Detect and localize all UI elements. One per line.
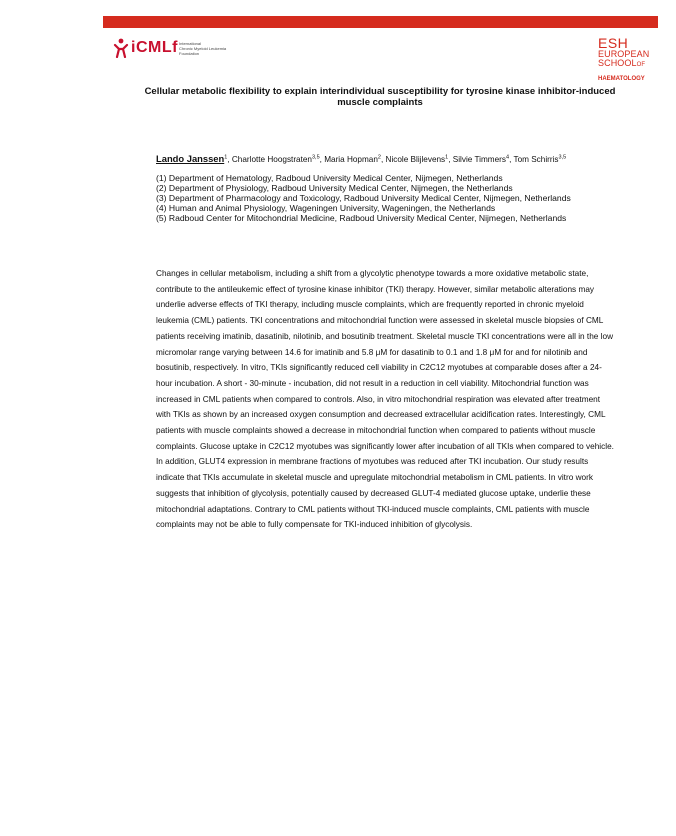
- affiliation-item: (2) Department of Physiology, Radboud University Medical Center, Nijmegen, the Netherlands: [156, 183, 513, 193]
- author-list: Lando Janssen$^1$, Charlotte Hoogstraten$^{3,5}$, Maria Hopman$^2$, Nicole Blijlevens$^1$, Silvie Timmers$^4$, Tom Schirris$^{3,5}$: [156, 153, 567, 164]
- esh-logo-school: SCHOOL: [598, 58, 637, 68]
- header-red-bar: [103, 16, 658, 28]
- author-name: Maria Hopman: [324, 155, 378, 164]
- author-sup: 4: [506, 154, 510, 161]
- lead-author: Lando Janssen: [156, 153, 225, 164]
- author-name: Silvie Timmers: [452, 155, 507, 164]
- esh-logo-line3: [598, 58, 645, 70]
- icmlf-logo-subtitle: International Chronic Myeloid Leukemia Foundation: [179, 41, 227, 56]
- affiliation-item: (5) Radboud Center for Mitochondrial Medicine, Radboud University Medical Center, Nijmegen, Netherlands: [156, 213, 567, 223]
- affiliation-item: (3) Department of Pharmacology and Toxicology, Radboud University Medical Center, Nijmegen, Netherlands: [156, 193, 571, 203]
- abstract-body: Changes in cellular metabolism, including a shift from a glycolytic phenotype towards a more oxidative metabolic state, contribute to the antileukemic effect of tyrosine kinase inhibitor (TKI) therapy. However, similar metabolic alterations may underlie adverse effects of TKI therapy, including muscle complaints, which are frequently reported in chronic myeloid leukemia (CML) patients. TKI concentrations and mitochondrial function were assessed in skeletal muscle biopsies of CML patients receiving imatinib, dasatinib, nilotinib, and bosutinib treatment. Skeletal muscle TKI concentrations were all in the low micromolar range varying between 14.6 for imatinib and 5.8 μM for dasatinib to 0.1 and 1.8 μM for and for nilotinib and bosutinib, respectively. In vitro, TKIs significantly reduced cell viability in C2C12 myotubes at comparable doses after a 24-hour incubation. A short - 30-minute - incubation, did not result in a reduction in cell viability. Mitochondrial function was increased in CML patients when compared to controls. Also, in vitro mitochondrial respiration was elevated after treatment with TKIs as shown by an increased oxygen consumption and decreased extracellular acidification rates. Interestingly, CML patients with muscle complaints showed a decrease in mitochondrial function when compared to patients without muscle complaints. Glucose uptake in C2C12 myotubes was significantly lower after incubation of all TKIs when compared to vehicle. In addition, GLUT4 expression in membrane fractions of myotubes was reduced after TKI incubation. Our study results indicate that TKIs accumulate in skeletal muscle and upregulate mitochondrial metabolism in CML patients. In vitro work suggests that inhibition of glycolysis, potentially caused by decreased GLUT-4 mediated glucose uptake, underlie these mitochondrial adaptations. Contrary to CML patients without TKI-induced muscle complaints, CML patients with muscle complaints may not be able to fully compensate for TKI-induced inhibition of glycolysis.: [156, 269, 614, 530]
- esh-logo-of: OF: [636, 62, 646, 68]
- lead-author-sup: 1: [224, 154, 228, 161]
- esh-logo-line4: HAEMATOLOGY: [598, 76, 645, 82]
- author-sup: 3,5: [311, 154, 320, 161]
- author-name: Charlotte Hoogstraten: [231, 155, 312, 164]
- esh-logo-line2: EUROPEAN: [598, 49, 650, 59]
- author-sup: 2: [377, 154, 381, 161]
- icmlf-logo-word: iCMLf: [131, 39, 178, 56]
- author-sup: 3,5: [558, 154, 567, 161]
- affiliation-item: (1) Department of Hematology, Radboud University Medical Center, Nijmegen, Netherlands: [156, 173, 503, 183]
- esh-logo-line1: ESH: [598, 35, 629, 51]
- icmlf-logo: [112, 38, 252, 60]
- abstract-title: Cellular metabolic flexibility to explain interindividual susceptibility for tyrosine kinase inhibitor-induced muscle complaints: [144, 86, 616, 108]
- affiliation-list: [156, 173, 656, 223]
- esh-logo: [598, 36, 658, 84]
- author-name: Nicole Blijlevens: [385, 155, 446, 164]
- icmlf-figure-icon: [112, 38, 130, 58]
- affiliation-item: (4) Human and Animal Physiology, Wageningen University, Wageningen, the Netherlands: [156, 203, 496, 213]
- author-sup: 1: [445, 154, 449, 161]
- author-name: Tom Schirris: [513, 155, 559, 164]
